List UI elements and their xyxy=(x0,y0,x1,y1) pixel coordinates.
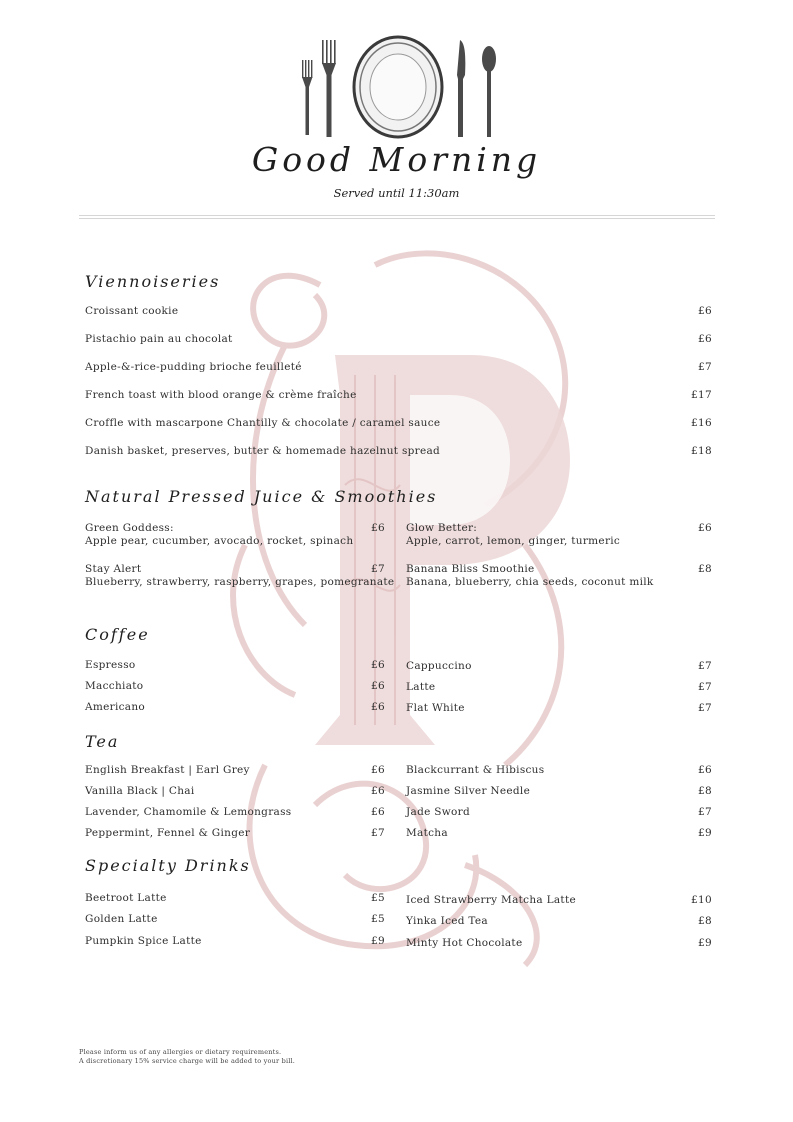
fork-icon xyxy=(322,40,336,137)
item-price: £9 xyxy=(371,935,385,947)
item-price: £8 xyxy=(698,785,712,797)
item-name: Banana Bliss Smoothie xyxy=(406,563,535,575)
divider xyxy=(79,218,715,219)
item-name: Macchiato xyxy=(85,680,144,692)
item-description: Apple, carrot, lemon, ginger, turmeric xyxy=(406,535,621,547)
service-charge-note: A discretionary 15% service charge will be added to your bill. xyxy=(79,1057,296,1065)
item-price: £7 xyxy=(698,806,712,818)
item-name: Flat White xyxy=(406,702,465,714)
item-name: Espresso xyxy=(85,659,136,671)
cutlery-plate-illustration xyxy=(293,35,503,143)
item-price: £7 xyxy=(698,660,712,672)
item-name: Latte xyxy=(406,681,436,693)
item-name: Apple-&-rice-pudding brioche feuilleté xyxy=(85,361,302,373)
section-title-tea: Tea xyxy=(85,732,120,751)
item-name: Beetroot Latte xyxy=(85,892,167,904)
item-name: Minty Hot Chocolate xyxy=(406,937,523,949)
item-price: £6 xyxy=(371,659,385,671)
ornamental-letter-p-icon xyxy=(225,245,585,970)
section-title-juice: Natural Pressed Juice & Smoothies xyxy=(85,487,438,506)
item-name: Croissant cookie xyxy=(85,305,179,317)
item-name: Vanilla Black | Chai xyxy=(85,785,195,797)
item-price: £16 xyxy=(691,417,712,429)
item-description: Blueberry, strawberry, raspberry, grapes, pomegranate xyxy=(85,576,395,588)
item-name: Matcha xyxy=(406,827,448,839)
item-price: £6 xyxy=(371,806,385,818)
divider xyxy=(79,215,715,216)
item-price: £10 xyxy=(691,894,712,906)
service-hours: Served until 11:30am xyxy=(333,186,460,200)
item-price: £17 xyxy=(691,389,712,401)
item-name: Croffle with mascarpone Chantilly & chocolate / caramel sauce xyxy=(85,417,441,429)
item-name: Glow Better: xyxy=(406,522,478,534)
item-price: £9 xyxy=(698,937,712,949)
item-name: Americano xyxy=(85,701,146,713)
item-name: Pumpkin Spice Latte xyxy=(85,935,202,947)
knife-icon xyxy=(457,40,465,137)
item-description: Banana, blueberry, chia seeds, coconut milk xyxy=(406,576,654,588)
item-price: £6 xyxy=(698,764,712,776)
item-price: £7 xyxy=(698,681,712,693)
item-description: Apple pear, cucumber, avocado, rocket, spinach xyxy=(85,535,354,547)
item-name: Iced Strawberry Matcha Latte xyxy=(406,894,576,906)
item-price: £6 xyxy=(371,680,385,692)
item-name: Yinka Iced Tea xyxy=(406,915,488,927)
page-title: Good Morning xyxy=(251,140,542,179)
item-price: £8 xyxy=(698,563,712,575)
item-name: Peppermint, Fennel & Ginger xyxy=(85,827,251,839)
item-price: £7 xyxy=(371,563,385,575)
item-name: French toast with blood orange & crème fraîche xyxy=(85,389,357,401)
allergy-note: Please inform us of any allergies or dietary requirements. xyxy=(79,1048,282,1056)
item-name: Jasmine Silver Needle xyxy=(406,785,531,797)
item-name: Jade Sword xyxy=(406,806,470,818)
section-title-coffee: Coffee xyxy=(85,625,150,644)
section-title-specialty: Specialty Drinks xyxy=(85,856,251,875)
item-price: £5 xyxy=(371,913,385,925)
item-price: £6 xyxy=(698,522,712,534)
item-price: £7 xyxy=(698,702,712,714)
item-price: £7 xyxy=(371,827,385,839)
item-price: £6 xyxy=(698,305,712,317)
item-name: Cappuccino xyxy=(406,660,472,672)
item-price: £6 xyxy=(371,522,385,534)
spoon-icon xyxy=(482,46,496,137)
item-price: £7 xyxy=(698,361,712,373)
item-price: £5 xyxy=(371,892,385,904)
plate-icon xyxy=(354,37,442,137)
item-name: Green Goddess: xyxy=(85,522,174,534)
item-price: £6 xyxy=(371,764,385,776)
item-name: Pistachio pain au chocolat xyxy=(85,333,233,345)
section-title-viennoiseries: Viennoiseries xyxy=(85,272,221,291)
item-price: £6 xyxy=(371,785,385,797)
item-name: Danish basket, preserves, butter & homemade hazelnut spread xyxy=(85,445,441,457)
item-name: Stay Alert xyxy=(85,563,142,575)
item-name: English Breakfast | Earl Grey xyxy=(85,764,250,776)
item-name: Blackcurrant & Hibiscus xyxy=(406,764,545,776)
item-price: £9 xyxy=(698,827,712,839)
item-name: Lavender, Chamomile & Lemongrass xyxy=(85,806,292,818)
item-price: £18 xyxy=(691,445,712,457)
footer-notes xyxy=(79,1048,295,1066)
item-name: Golden Latte xyxy=(85,913,158,925)
fork-icon xyxy=(302,60,313,135)
item-price: £6 xyxy=(698,333,712,345)
item-price: £8 xyxy=(698,915,712,927)
item-price: £6 xyxy=(371,701,385,713)
